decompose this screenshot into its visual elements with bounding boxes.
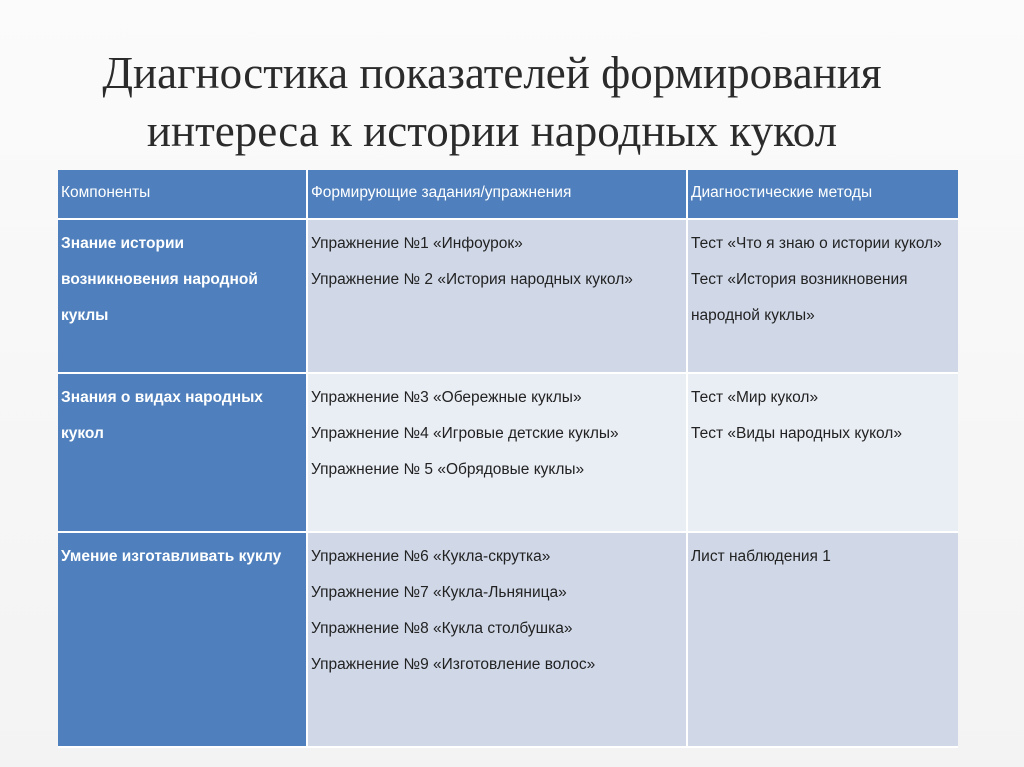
- row-1-component: Знание истории возникновения народной куклы: [58, 220, 308, 374]
- method-item: Тест «Мир кукол»: [691, 389, 819, 406]
- exercise-item: Упражнение №4 «Игровые детские куклы»: [311, 425, 619, 442]
- exercise-item: Упражнение № 2 «История народных кукол»: [311, 271, 633, 288]
- header-exercises: Формирующие задания/упражнения: [308, 170, 688, 220]
- header-methods: Диагностические методы: [688, 170, 958, 220]
- header-components: Компоненты: [58, 170, 308, 220]
- slide-title-line-2: интереса к истории народных кукол: [146, 106, 838, 156]
- exercise-item: Упражнение № 5 «Обрядовые куклы»: [311, 461, 585, 478]
- slide-title-line-1: Диагностика показателей формирования: [102, 48, 882, 98]
- exercise-item: Упражнение №7 «Кукла-Льняница»: [311, 584, 567, 601]
- row-2-component: Знания о видах народных кукол: [58, 374, 308, 533]
- row-1-methods: [688, 220, 958, 374]
- row-3-methods: [688, 533, 958, 748]
- method-item: Тест «Что я знаю о истории кукол»: [691, 235, 942, 252]
- row-3-component: Умение изготавливать куклу: [58, 533, 308, 748]
- row-2-methods: [688, 374, 958, 533]
- slide-title: [0, 44, 984, 160]
- exercise-item: Упражнение №8 «Кукла столбушка»: [311, 620, 573, 637]
- method-item: Тест «История возникновения народной куклы»: [691, 271, 908, 324]
- exercise-item: Упражнение №6 «Кукла-скрутка»: [311, 548, 551, 565]
- exercise-item: Упражнение №9 «Изготовление волос»: [311, 656, 596, 673]
- exercise-item: Упражнение №3 «Обережные куклы»: [311, 389, 582, 406]
- row-1-exercises: [308, 220, 688, 374]
- method-item: Лист наблюдения 1: [691, 548, 831, 565]
- diagnostics-table: [58, 170, 958, 748]
- row-2-exercises: [308, 374, 688, 533]
- method-item: Тест «Виды народных кукол»: [691, 425, 902, 442]
- row-3-exercises: [308, 533, 688, 748]
- exercise-item: Упражнение №1 «Инфоурок»: [311, 235, 523, 252]
